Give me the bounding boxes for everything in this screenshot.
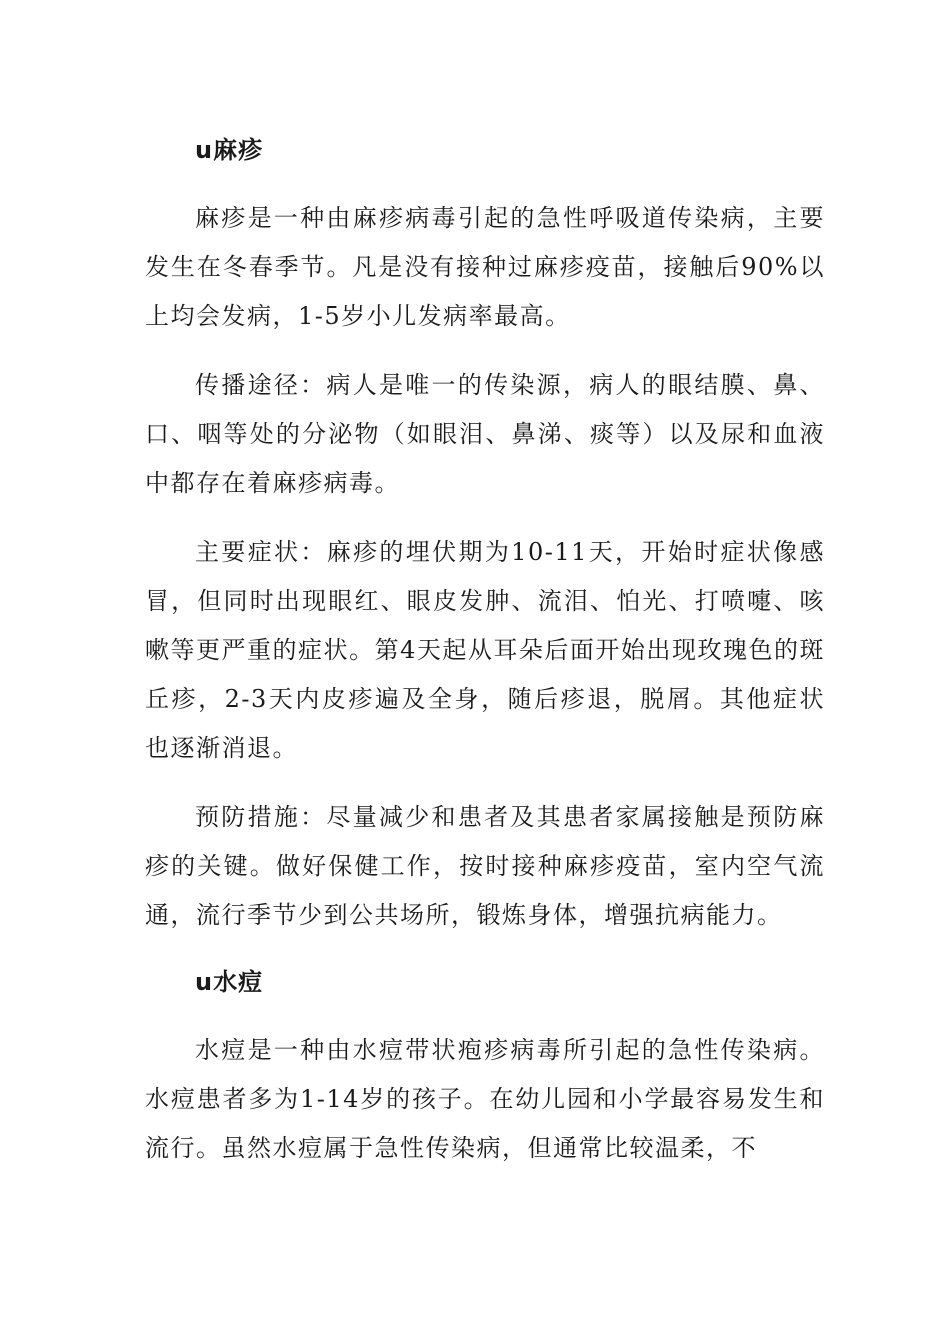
paragraph-measles-symptoms: 主要症状：麻疹的埋伏期为10-11天，开始时症状像感冒，但同时出现眼红、眼皮发肿、流泪、怕光、打喷嚏、咳嗽等更严重的症状。第4天起从耳朵后面开始出现玫瑰色的斑丘疹，2-3天内皮疹遍及全身，随后疹退，脱屑。其他症状也逐渐消退。 bbox=[145, 538, 825, 762]
section-heading-measles: u麻疹 bbox=[195, 136, 264, 164]
paragraph-measles-prevention: 预防措施：尽量减少和患者及其患者家属接触是预防麻疹的关键。做好保健工作，按时接种麻疹疫苗，室内空气流通，流行季节少到公共场所，锻炼身体，增强抗病能力。 bbox=[145, 803, 825, 929]
document-page bbox=[145, 128, 825, 1193]
paragraph-chickenpox-intro: 水痘是一种由水痘带状疱疹病毒所引起的急性传染病。水痘患者多为1-14岁的孩子。在幼儿园和小学最容易发生和流行。虽然水痘属于急性传染病，但通常比较温柔，不 bbox=[145, 1036, 825, 1162]
section-heading-chickenpox: u水痘 bbox=[195, 968, 264, 996]
paragraph-measles-transmission: 传播途径：病人是唯一的传染源，病人的眼结膜、鼻、口、咽等处的分泌物（如眼泪、鼻涕、痰等）以及尿和血液中都存在着麻疹病毒。 bbox=[145, 371, 825, 497]
paragraph-measles-intro: 麻疹是一种由麻疹病毒引起的急性呼吸道传染病，主要发生在冬春季节。凡是没有接种过麻疹疫苗，接触后90%以上均会发病，1-5岁小儿发病率最高。 bbox=[145, 204, 825, 330]
